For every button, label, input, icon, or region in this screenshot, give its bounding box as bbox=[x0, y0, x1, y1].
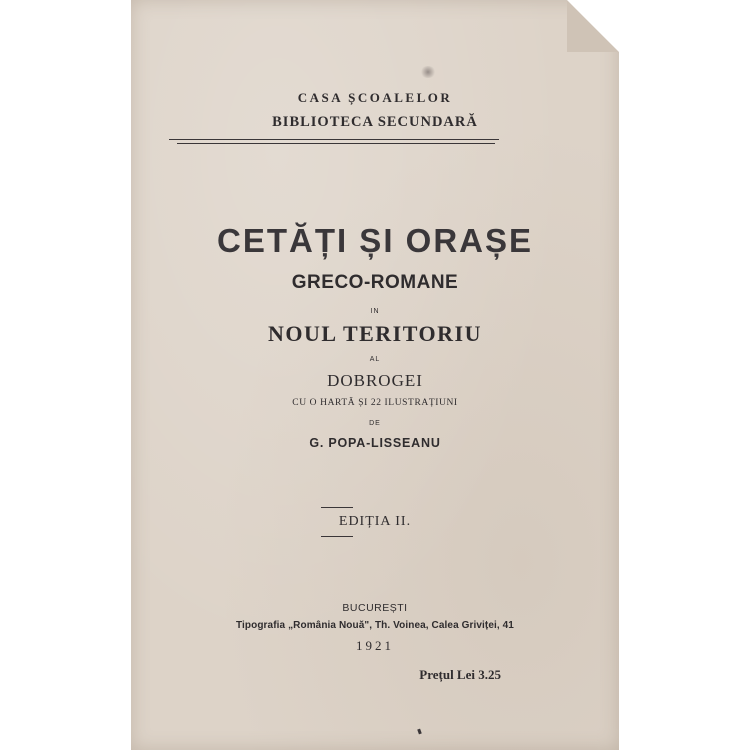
author-name: G. POPA-LISSEANU bbox=[309, 436, 441, 450]
divider-rule bbox=[177, 143, 495, 144]
title-conjunction: AL bbox=[369, 356, 381, 363]
ink-smudge bbox=[420, 66, 436, 78]
title-subtitle: GRECO-ROMANE bbox=[291, 272, 459, 293]
divider-rule bbox=[169, 139, 499, 140]
price-label: Prețul Lei 3.25 bbox=[419, 667, 501, 682]
torn-corner bbox=[567, 0, 619, 52]
title-region: DOBROGEI bbox=[327, 371, 423, 390]
publication-city: BUCUREȘTI bbox=[342, 602, 408, 614]
edition-rule bbox=[321, 536, 353, 537]
title-territory: NOUL TERITORIU bbox=[268, 321, 482, 346]
publisher-name: CASA ȘCOALELOR bbox=[297, 90, 453, 105]
ink-speck bbox=[417, 729, 422, 735]
printer-imprint: Tipografia „România Nouă", Th. Voinea, Calea Griviței, 41 bbox=[236, 620, 514, 631]
edition-rule bbox=[321, 507, 353, 508]
illustrations-note: CU O HARTĂ ȘI 22 ILUSTRAȚIUNI bbox=[292, 398, 458, 408]
title-main: CETĂȚI ȘI ORAȘE bbox=[216, 222, 534, 259]
title-conjunction: IN bbox=[370, 308, 380, 315]
publication-year: 1921 bbox=[356, 638, 394, 653]
author-preposition: DE bbox=[369, 420, 381, 427]
edition-label: EDIȚIA II. bbox=[338, 514, 412, 529]
series-name: BIBLIOTECA SECUNDARĂ bbox=[272, 114, 478, 130]
book-cover bbox=[131, 0, 619, 750]
